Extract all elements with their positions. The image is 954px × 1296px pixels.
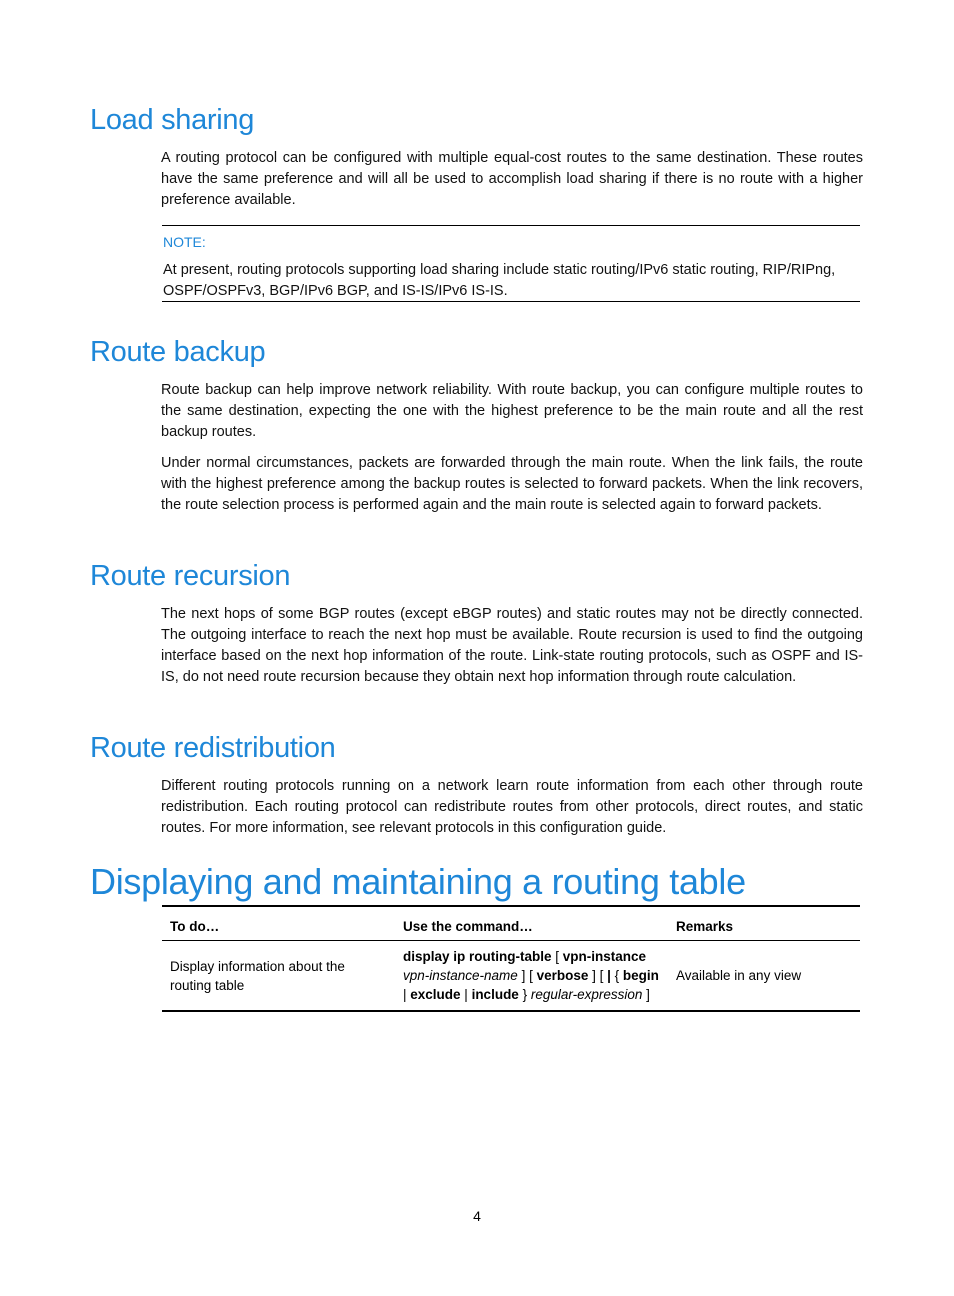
heading-route-recursion: Route recursion bbox=[90, 560, 291, 592]
command-syntax: [ bbox=[551, 949, 563, 964]
paragraph-route-backup-1: Route backup can help improve network reliability. With route backup, you can configure multiple routes to the same destination, expecting the one with the highest preference to be the main route and all the rest backup routes. bbox=[161, 382, 863, 440]
column-header-remarks: Remarks bbox=[668, 906, 860, 941]
command-keyword: exclude bbox=[410, 987, 461, 1002]
table-row bbox=[162, 941, 860, 1012]
command-table bbox=[162, 905, 860, 1012]
paragraph-route-backup-2: Under normal circumstances, packets are forwarded through the main route. When the link fails, the route with the highest preference among the backup routes is selected to forward packets. When the link recovers, the route selection process is performed again and the main route is selected again to forward packets. bbox=[161, 455, 863, 513]
command-syntax: ] bbox=[642, 987, 650, 1002]
paragraph-load-sharing: A routing protocol can be configured with multiple equal-cost routes to the same destination. These routes have the same preference and will all be used to accomplish load sharing if there is no route with a higher preference available. bbox=[161, 150, 863, 208]
command-keyword: display ip routing-table bbox=[403, 949, 552, 964]
heading-route-backup: Route backup bbox=[90, 336, 266, 368]
column-header-todo: To do… bbox=[162, 906, 395, 941]
note-text: At present, routing protocols supporting load sharing include static routing/IPv6 static routing, RIP/RIPng, OSPF/OSPFv3, BGP/IPv6 BGP, and IS-IS/IPv6 IS-IS. bbox=[163, 262, 836, 299]
command-argument: vpn-instance-name bbox=[403, 968, 518, 983]
command-keyword: begin bbox=[622, 968, 659, 983]
cell-todo: Display information about the routing table bbox=[162, 941, 395, 1012]
note-label: NOTE: bbox=[163, 234, 206, 250]
command-keyword: include bbox=[471, 987, 519, 1002]
command-syntax: | bbox=[403, 987, 411, 1002]
heading-load-sharing: Load sharing bbox=[90, 104, 255, 136]
cell-command bbox=[395, 941, 668, 1012]
command-syntax: { bbox=[610, 968, 623, 983]
cell-remarks: Available in any view bbox=[668, 941, 860, 1012]
command-keyword: | bbox=[607, 968, 611, 983]
command-keyword: verbose bbox=[536, 968, 589, 983]
page-number: 4 bbox=[473, 1208, 481, 1224]
note-box bbox=[162, 225, 860, 302]
column-header-command: Use the command… bbox=[395, 906, 668, 941]
command-syntax: } bbox=[518, 987, 531, 1002]
chapter-title: Displaying and maintaining a routing table bbox=[90, 861, 746, 902]
command-keyword: vpn-instance bbox=[562, 949, 647, 964]
heading-route-redistribution: Route redistribution bbox=[90, 732, 336, 764]
table-header-row bbox=[162, 906, 860, 941]
paragraph-route-recursion: The next hops of some BGP routes (except eBGP routes) and static routes may not be directly connected. The outgoing interface to reach the next hop must be available. Route recursion is used to find the outgoing interface based on the next hop information of the route. Link-state routing protocols, such as OSPF and IS-IS, do not need route recursion because they obtain next hop information through route calculation. bbox=[161, 606, 863, 685]
command-syntax: | bbox=[460, 987, 472, 1002]
command-argument: regular-expression bbox=[530, 987, 643, 1002]
command-syntax: ] [ bbox=[588, 968, 608, 983]
command-syntax: ] [ bbox=[517, 968, 537, 983]
paragraph-route-redistribution: Different routing protocols running on a network learn route information from each other through route redistribution. Each routing protocol can redistribute routes from other protocols, direct routes, and static routes. For more information, see relevant protocols in this configuration guide. bbox=[161, 778, 863, 836]
